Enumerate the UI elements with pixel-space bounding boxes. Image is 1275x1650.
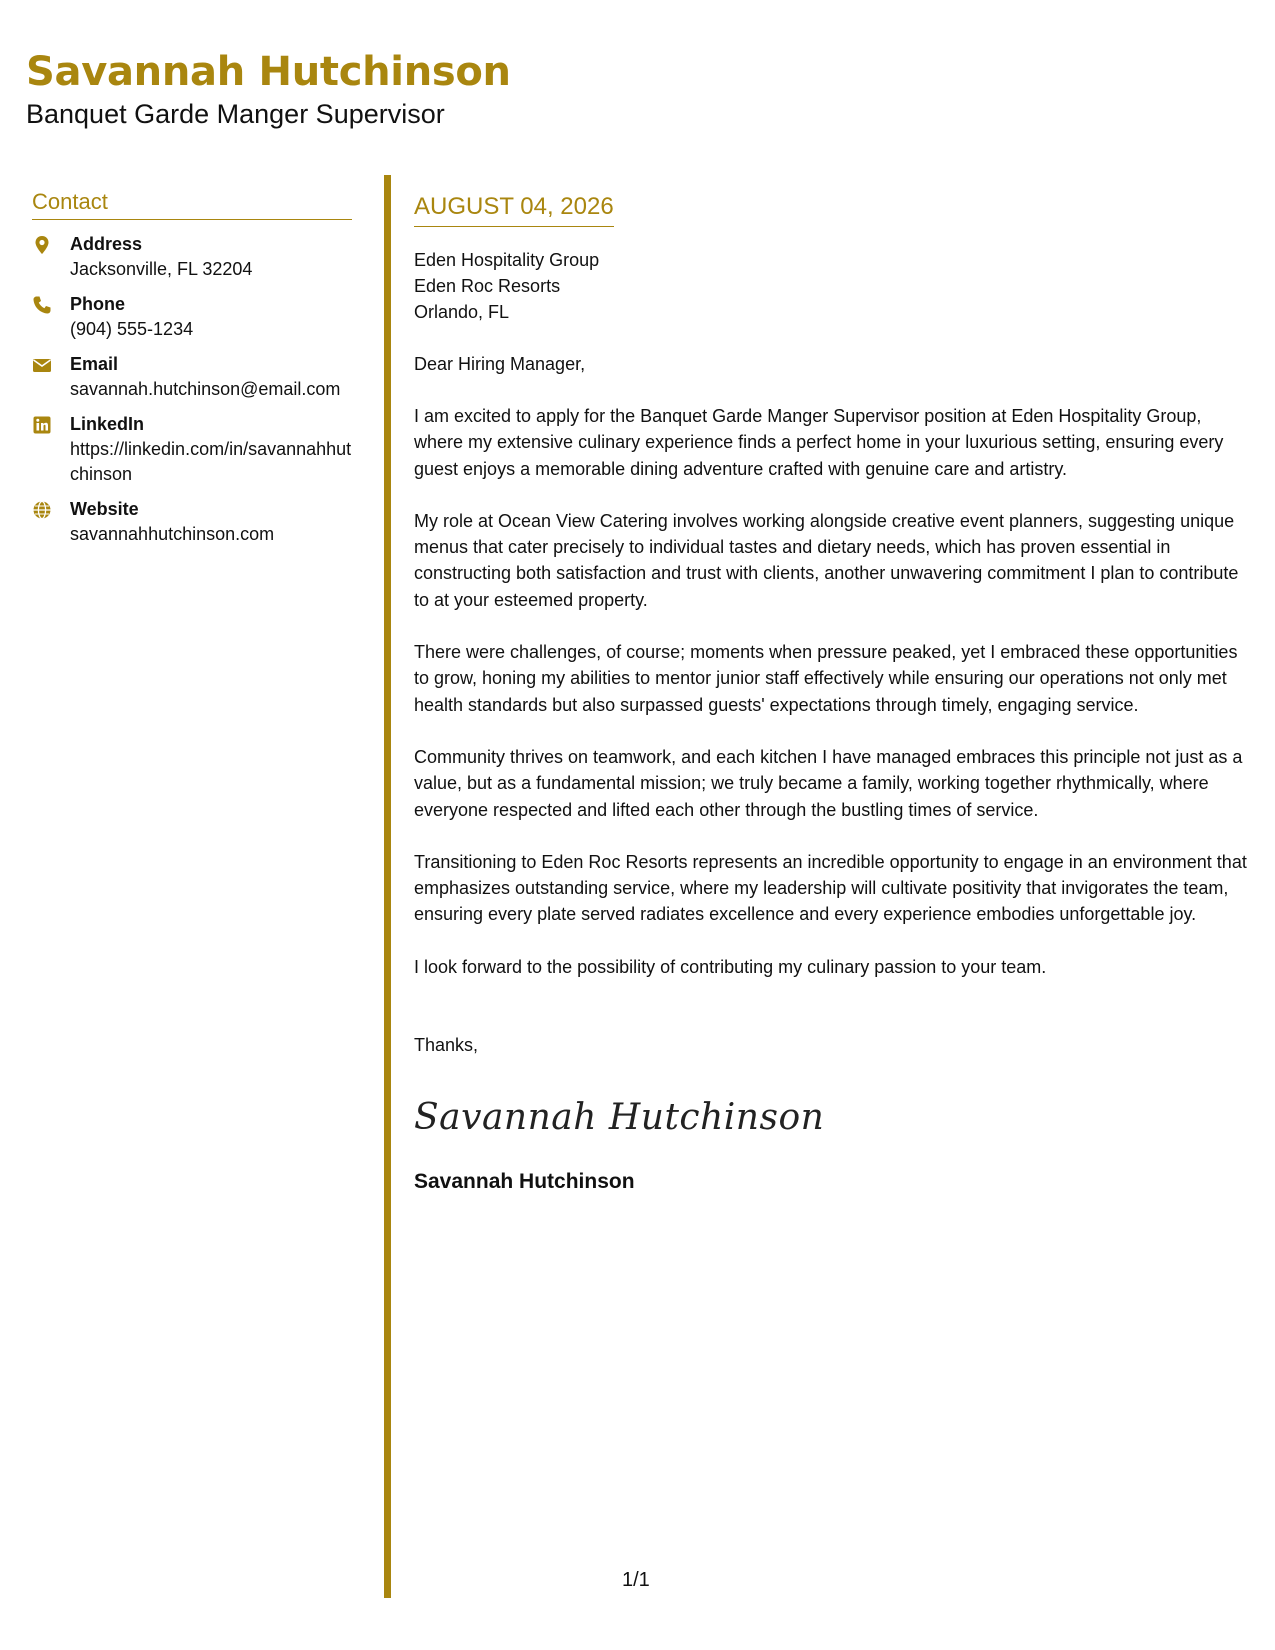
body-paragraph: There were challenges, of course; moments when pressure peaked, yet I embraced these opportunities to grow, honing my abilities to mentor junior staff effectively while ensuring our operations not only met health standards but also surpassed guests' expectations through timely, engaging service. (414, 642, 1238, 715)
body-paragraph: I look forward to the possibility of contributing my culinary passion to your team. (414, 956, 1047, 977)
recipient-location: Orlando, FL (414, 302, 510, 322)
address-value: Jacksonville, FL 32204 (70, 259, 253, 279)
email-value[interactable]: savannah.hutchinson@email.com (70, 379, 341, 399)
phone-icon (32, 292, 70, 342)
contact-item-website (32, 497, 352, 547)
applicant-name: Savannah Hutchinson (26, 49, 511, 95)
contact-list (32, 232, 352, 547)
body-paragraph: Community thrives on teamwork, and each kitchen I have managed embraces this principle not just as a value, but as a fundamental mission; we truly became a family, working together rhythmically, where everyone respected and lifted each other through the bustling times of service. (414, 746, 1243, 820)
header (26, 46, 511, 130)
contact-label: Website (70, 499, 139, 519)
body-paragraph: My role at Ocean View Catering involves working alongside creative event planners, suggesting unique menus that cater precisely to individual tastes and dietary needs, which has proven essential in constructing both satisfaction and trust with clients, another unwavering commitment I plan to contribute to at your esteemed property. (414, 510, 1239, 610)
recipient-property: Eden Roc Resorts (414, 276, 561, 296)
website-value[interactable]: savannahhutchinson.com (70, 524, 275, 544)
contact-label: Email (70, 354, 119, 374)
letter-body (414, 192, 1254, 1196)
body-paragraph: Transitioning to Eden Roc Resorts represents an incredible opportunity to engage in an environment that emphasizes outstanding service, where my leadership will cultivate positivity that invigorates the team, ensuring every plate served radiates excellence and every experience embodies unforgettable joy. (414, 851, 1247, 925)
contact-item-phone (32, 292, 352, 342)
signature-image: Savannah Hutchinson (414, 1097, 825, 1139)
globe-icon (32, 497, 70, 547)
contact-item-linkedin (32, 412, 352, 487)
column-divider (384, 175, 391, 1598)
signed-name: Savannah Hutchinson (414, 1170, 635, 1194)
map-pin-icon (32, 232, 70, 282)
body-paragraph: I am excited to apply for the Banquet Garde Manger Supervisor position at Eden Hospitality Group, where my extensive culinary experience finds a perfect home in your luxurious setting, ensuring every guest enjoys a memorable dining adventure crafted with genuine care and artistry. (414, 406, 1224, 479)
contact-label: Phone (70, 294, 126, 314)
contact-label: LinkedIn (70, 414, 145, 434)
salutation: Dear Hiring Manager, (414, 354, 586, 374)
letter-date: AUGUST 04, 2026 (414, 192, 614, 227)
envelope-icon (32, 352, 70, 402)
contact-label: Address (70, 234, 143, 254)
contact-heading: Contact (32, 188, 352, 220)
linkedin-icon (32, 412, 70, 487)
closing: Thanks, (414, 1035, 479, 1056)
job-title: Banquet Garde Manger Supervisor (26, 99, 445, 129)
linkedin-value[interactable]: https://linkedin.com/in/savannahhutchinson (70, 439, 352, 484)
phone-value[interactable]: (904) 555-1234 (70, 319, 194, 339)
recipient-company: Eden Hospitality Group (414, 250, 600, 270)
page-number: 1/1 (622, 1569, 650, 1591)
contact-sidebar (32, 188, 352, 557)
contact-item-email (32, 352, 352, 402)
recipient-block (414, 247, 1254, 325)
contact-item-address (32, 232, 352, 282)
